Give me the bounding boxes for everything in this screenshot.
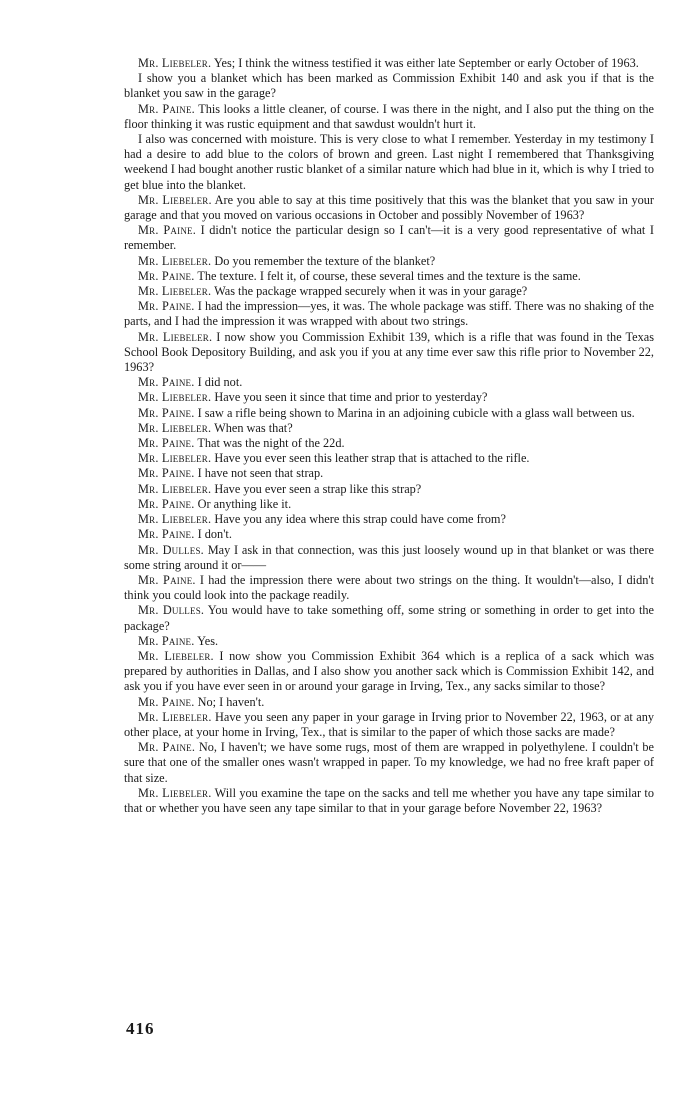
speaker-label: Mr. Dulles.	[138, 542, 204, 557]
speaker-label: Mr. Paine.	[138, 101, 195, 116]
testimony-paragraph	[124, 284, 654, 299]
paragraph-text: I had the impression—yes, it was. The whole package was stiff. There was no shaking of the parts, and I had the impression it was wrapped with about two strings.	[124, 299, 654, 329]
testimony-paragraph	[124, 436, 654, 451]
paragraph-text: Have you ever seen a strap like this strap?	[211, 481, 422, 496]
paragraph-text: I show you a blanket which has been marked as Commission Exhibit 140 and ask you if that is the blanket you saw in the garage?	[124, 71, 654, 101]
speaker-label: Mr. Paine.	[138, 633, 195, 648]
paragraph-text: Was the package wrapped securely when it was in your garage?	[211, 284, 528, 299]
paragraph-text: Yes; I think the witness testified it was either late September or early October of 1963.	[211, 56, 639, 70]
paragraph-text: Have you any idea where this strap could have come from?	[211, 512, 506, 527]
speaker-label: Mr. Liebeler.	[138, 648, 214, 663]
paragraph-text: Have you ever seen this leather strap that is attached to the rifle.	[211, 451, 530, 466]
paragraph-text: You would have to take something off, some string or something in order to get into the package?	[124, 603, 654, 633]
speaker-label: Mr. Paine.	[138, 527, 195, 542]
testimony-paragraph	[124, 451, 654, 466]
testimony-paragraph	[124, 299, 654, 329]
speaker-label: Mr. Paine.	[138, 466, 195, 481]
testimony-paragraph	[124, 527, 654, 542]
testimony-paragraph	[124, 102, 654, 132]
speaker-label: Mr. Liebeler.	[138, 284, 212, 299]
testimony-paragraph	[124, 254, 654, 269]
page-number: 416	[126, 1019, 155, 1038]
testimony-text	[124, 56, 654, 816]
testimony-paragraph	[124, 421, 654, 436]
paragraph-text: I have not seen that strap.	[194, 466, 324, 481]
paragraph-text: This looks a little cleaner, of course. I was there in the night, and I also put the thing on the floor thinking it was rustic equipment and that sawdust wouldn't hurt it.	[124, 101, 654, 131]
speaker-label: Mr. Paine.	[138, 436, 195, 451]
speaker-label: Mr. Paine.	[138, 375, 195, 390]
paragraph-text: The texture. I felt it, of course, these several times and the texture is the same.	[194, 268, 581, 283]
paragraph-text: I saw a rifle being shown to Marina in an adjoining cubicle with a glass wall between us.	[194, 405, 635, 420]
speaker-label: Mr. Liebeler.	[138, 56, 212, 70]
speaker-label: Mr. Liebeler.	[138, 785, 212, 800]
paragraph-text: I had the impression there were about two strings on the thing. It wouldn't—also, I didn't think you could look into the package readily.	[124, 572, 654, 603]
speaker-label: Mr. Liebeler.	[138, 420, 212, 435]
testimony-paragraph	[124, 740, 654, 786]
testimony-paragraph	[124, 482, 654, 497]
speaker-label: Mr. Liebeler.	[138, 512, 212, 527]
speaker-label: Mr. Liebeler.	[138, 253, 212, 268]
testimony-paragraph	[124, 375, 654, 390]
paragraph-text: Do you remember the texture of the blanket?	[211, 253, 436, 268]
testimony-paragraph	[124, 390, 654, 405]
speaker-label: Mr. Paine.	[138, 223, 197, 238]
paragraph-text: I now show you Commission Exhibit 364 which is a replica of a sack which was prepared by authorities in Dallas, and I also show you another sack which is Commission Exhibit 142, and ask you if you have ever seen in or around your garage in Irving, Tex., any sacks similar to those?	[124, 648, 655, 694]
testimony-paragraph	[124, 573, 654, 603]
paragraph-text: I did not.	[194, 375, 243, 390]
speaker-label: Mr. Paine.	[138, 740, 196, 755]
testimony-paragraph	[124, 543, 654, 573]
testimony-paragraph	[124, 193, 654, 223]
speaker-label: Mr. Liebeler.	[138, 709, 212, 724]
testimony-paragraph	[124, 710, 654, 740]
testimony-paragraph	[124, 512, 654, 527]
paragraph-text: No; I haven't.	[194, 694, 265, 709]
paragraph-text: Have you seen it since that time and prior to yesterday?	[211, 390, 488, 405]
testimony-paragraph	[124, 634, 654, 649]
testimony-paragraph	[124, 56, 654, 71]
speaker-label: Mr. Dulles.	[138, 603, 205, 618]
paragraph-text: May I ask in that connection, was this just loosely wound up in that blanket or was there some string around it or——	[124, 542, 654, 572]
testimony-paragraph	[124, 132, 654, 193]
testimony-paragraph	[124, 406, 654, 421]
speaker-label: Mr. Liebeler.	[138, 481, 212, 496]
paragraph-text: No, I haven't; we have some rugs, most of them are wrapped in polyethylene. I couldn't be sure that one of the smaller ones wasn't wrapped in paper. To my knowledge, we had no free kraft paper of that size.	[124, 740, 654, 785]
speaker-label: Mr. Liebeler.	[138, 192, 212, 207]
paragraph-text: When was that?	[211, 420, 293, 435]
speaker-label: Mr. Paine.	[138, 694, 195, 709]
speaker-label: Mr. Paine.	[138, 496, 195, 511]
paragraph-text: I now show you Commission Exhibit 139, which is a rifle that was found in the Texas School Book Depository Building, and ask you if you at any time ever saw this rifle prior to November 22, 1963?	[124, 329, 654, 375]
paragraph-text: Or anything like it.	[194, 496, 292, 511]
speaker-label: Mr. Paine.	[138, 405, 195, 420]
testimony-paragraph	[124, 466, 654, 481]
paragraph-text: I don't.	[194, 527, 232, 542]
paragraph-text: Yes.	[194, 633, 219, 648]
testimony-paragraph	[124, 71, 654, 101]
testimony-paragraph	[124, 695, 654, 710]
paragraph-text: That was the night of the 22d.	[194, 436, 345, 451]
testimony-paragraph	[124, 223, 654, 253]
paragraph-text: Will you examine the tape on the sacks and tell me whether you have any tape similar to that or whether you have seen any tape similar to that in your garage before November 22, 1963?	[124, 785, 655, 815]
testimony-paragraph	[124, 330, 654, 376]
paragraph-text: I also was concerned with moisture. This is very close to what I remember. Yesterday in my testimony I had a desire to add blue to the colors of brown and green. Last night I remembered that Thanksgiving weekend I had bought another rustic blanket of a similar nature which had blue in it, which is why I tried to get blue into the blanket.	[124, 132, 654, 192]
speaker-label: Mr. Liebeler.	[138, 329, 213, 344]
testimony-paragraph	[124, 649, 654, 695]
testimony-paragraph	[124, 786, 654, 816]
paragraph-text: I didn't notice the particular design so I can't—it is a very good representative of what I remember.	[124, 223, 655, 253]
testimony-paragraph	[124, 497, 654, 512]
testimony-paragraph	[124, 269, 654, 284]
paragraph-text: Are you able to say at this time positively that this was the blanket that you saw in your garage and that you moved on various occasions in October and possibly November of 1963?	[124, 192, 654, 223]
speaker-label: Mr. Paine.	[138, 299, 195, 314]
speaker-label: Mr. Paine.	[138, 572, 196, 587]
speaker-label: Mr. Paine.	[138, 268, 195, 283]
speaker-label: Mr. Liebeler.	[138, 451, 212, 466]
speaker-label: Mr. Liebeler.	[138, 390, 212, 405]
testimony-paragraph	[124, 603, 654, 633]
paragraph-text: Have you seen any paper in your garage in Irving prior to November 22, 1963, or at any other place, at your home in Irving, Tex., that is similar to the paper of which those sacks are made?	[124, 709, 654, 739]
